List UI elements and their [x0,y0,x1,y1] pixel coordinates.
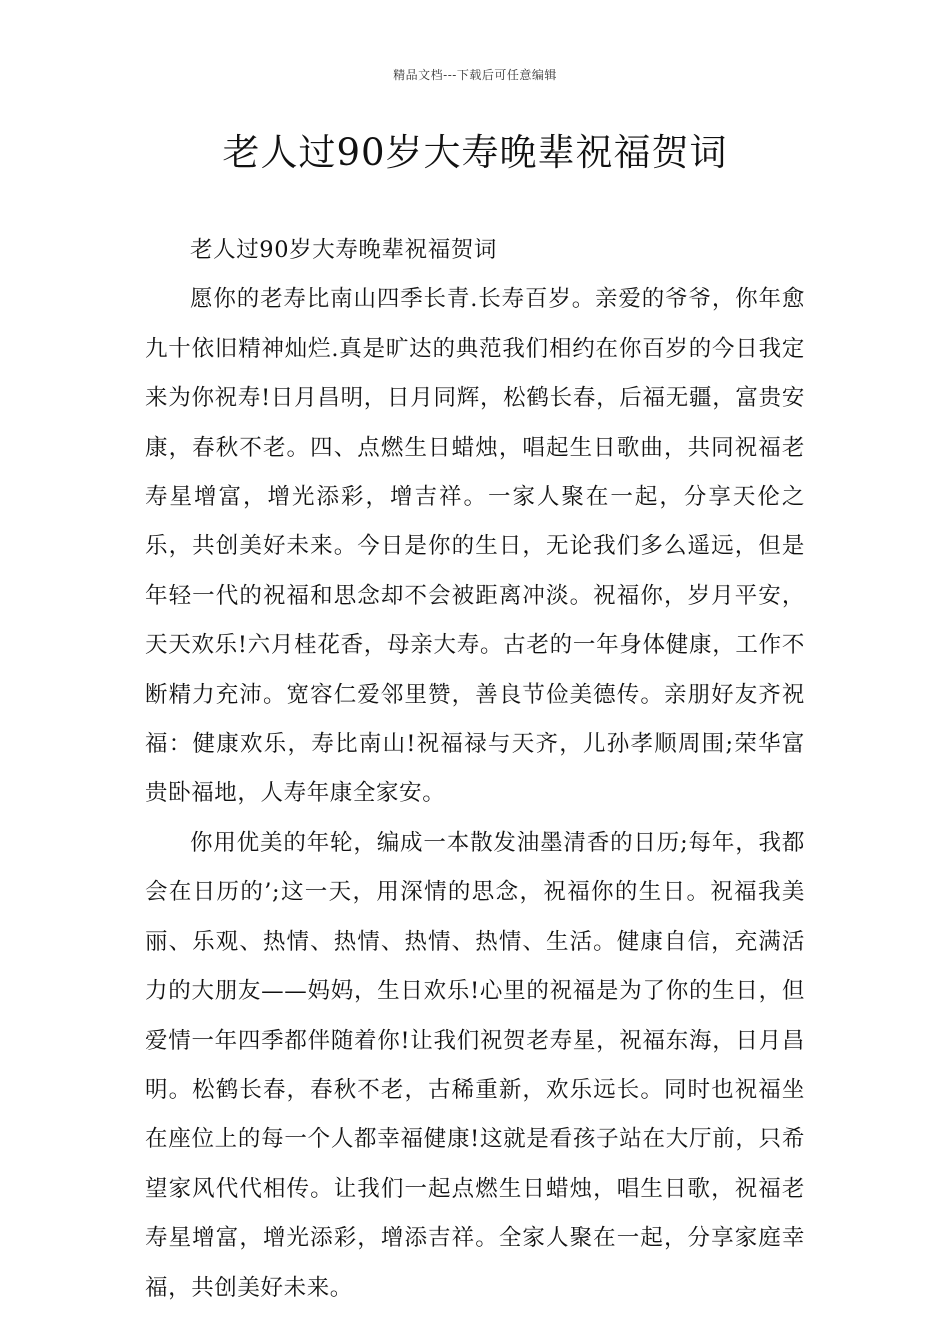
paragraph: 愿你的老寿比南山四季长青.长寿百岁。亲爱的爷爷，你年愈九十依旧精神灿烂.真是旷达的典范我们相约在你百岁的今日我定来为你祝寿!日月昌明，日月同辉，松鹤长春，后福无疆，富贵安康，春秋不老。四、点燃生日蜡烛，唱起生日歌曲，共同祝福老寿星增富，增光添彩，增吉祥。一家人聚在一起，分享天伦之乐，共创美好未来。今日是你的生日，无论我们多么遥远，但是年轻一代的祝福和思念却不会被距离冲淡。祝福你，岁月平安，天天欢乐!六月桂花香，母亲大寿。古老的一年身体健康，工作不断精力充沛。宽容仁爱邻里赞，善良节俭美德传。亲朋好友齐祝福：健康欢乐，寿比南山!祝福禄与天齐，儿孙孝顺周围;荣华富贵卧福地，人寿年康全家安。 [145,286,805,807]
paragraph-subtitle: 老人过90岁大寿晚辈祝福贺词 [190,237,498,263]
document-title: 老人过90岁大寿晚辈祝福贺词 [222,131,728,174]
document-body [145,226,805,1313]
paragraph: 你用优美的年轮，编成一本散发油墨清香的日历;每年，我都会在日历的’;这一天，用深情的思念，祝福你的生日。祝福我美丽、乐观、热情、热情、热情、热情、生活。健康自信，充满活力的大朋友——妈妈，生日欢乐!心里的祝福是为了你的生日，但爱情一年四季都伴随着你!让我们祝贺老寿星，祝福东海，日月昌明。松鹤长春，春秋不老，古稀重新，欢乐远长。同时也祝福坐在座位上的每一个人都幸福健康!这就是看孩子站在大厅前，只希望家风代代相传。让我们一起点燃生日蜡烛，唱生日歌，祝福老寿星增富，增光添彩，增添吉祥。全家人聚在一起，分享家庭幸福，共创美好未来。 [145,829,805,1301]
header-note: 精品文档---下载后可任意编辑 [393,68,557,82]
